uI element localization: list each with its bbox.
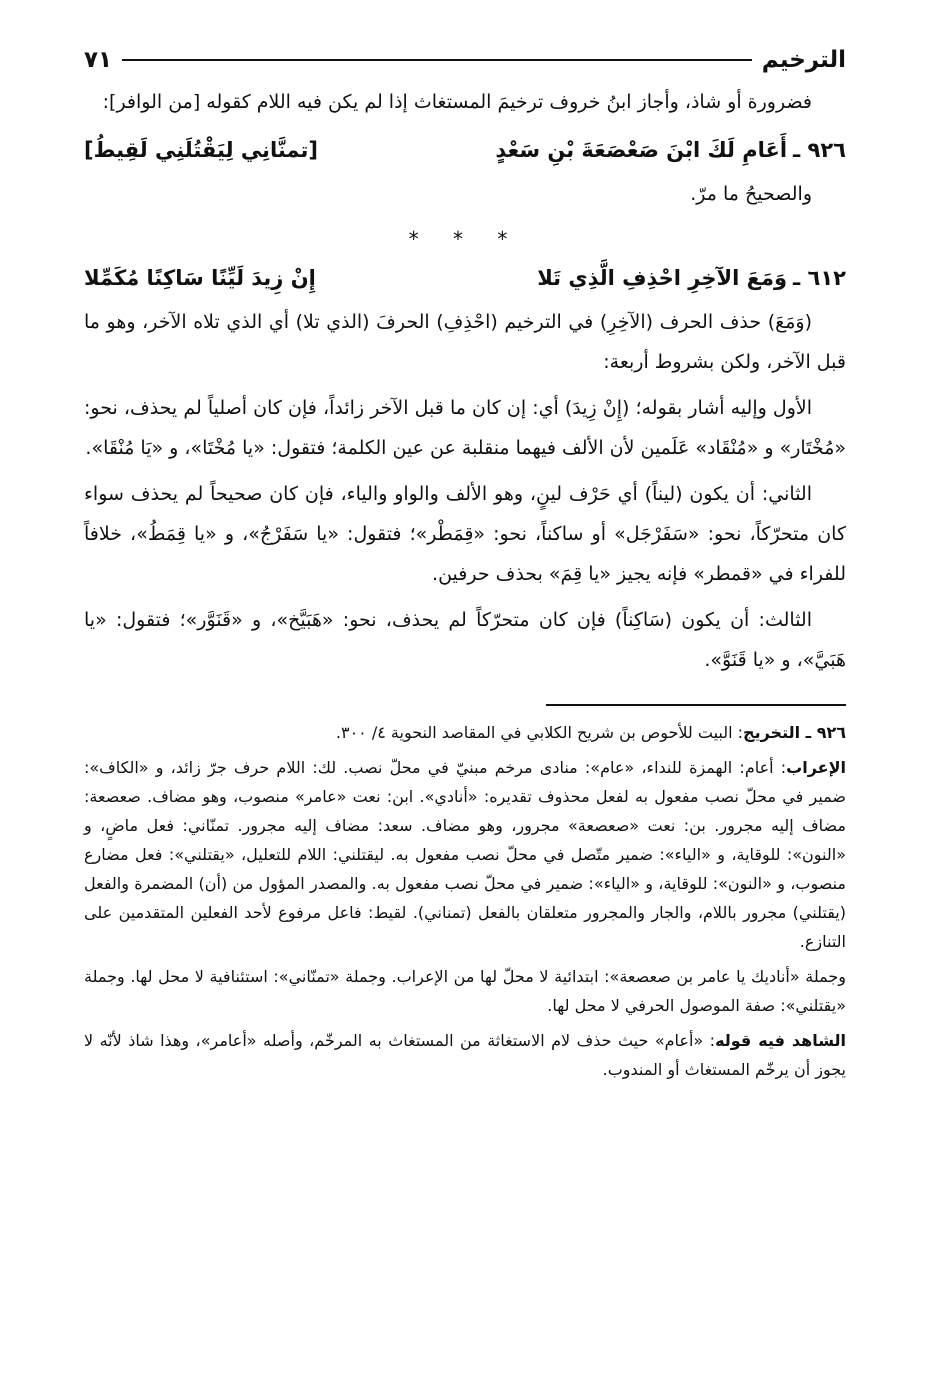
verse-612	[84, 256, 846, 300]
verse-612-first-hemistich	[537, 256, 846, 300]
footnote-separator	[546, 704, 846, 706]
page-header	[84, 38, 846, 82]
footnote-shahid-text: : «أعام» حيث حذف لام الاستغاثة من المستغاث به المرخّم، وأصله «أعامر»، وهذا شاذ لأنّه لا يجوز أن يرخّم المستغاث أو المندوب.	[84, 1031, 846, 1079]
verse-926	[84, 128, 846, 172]
footnote-takhrij-text: : البيت للأحوص بن شريح الكلابي في المقاصد النحوية ٤/ ٣٠٠.	[335, 723, 744, 742]
paragraph-6: الثالث: أن يكون (سَاكِناً) فإن كان متحرّكاً لم يحذف، نحو: «هَبَيَّخ»، و «قَنَوَّر»؛ فتقول: «يا هَبَيَّ»، و «يا قَنَوَّ».	[84, 609, 846, 671]
running-title: الترخيم	[761, 47, 846, 73]
page-number: ٧١	[84, 47, 113, 73]
verse-926-first-text: أَعَامِ لَكَ ابْنَ صَعْصَعَةَ بْنِ سَعْدٍ	[495, 138, 788, 162]
footnotes	[84, 718, 846, 1084]
footnote-shahid-label: الشاهد فيه قوله	[715, 1031, 847, 1050]
paragraph-3: (وَمَعَ) حذف الحرف (الآخِرِ) في الترخيم (احْذِفِ) الحرفَ (الذي تلا) أي الذي تلاه الآخر، وهو ما قبل الآخر، ولكن بشروط أربعة:	[84, 311, 846, 373]
verse-926-second-hemistich: [تمنَّانِي لِيَقْتُلَنِي لَقِيطُ]	[84, 138, 318, 162]
verse-612-number: ٦١٢ ـ	[793, 266, 846, 290]
footnote-shahid	[84, 1026, 846, 1084]
verse-612-first-text: وَمَعَ الآخِرِ احْذِفِ الَّذِي تَلا	[537, 266, 788, 290]
main-text	[84, 82, 846, 680]
footnote-sentences: وجملة «أناديك يا عامر بن صعصعة»: ابتدائية لا محلّ لها من الإعراب. وجملة «تمنّاني»: استئنافية لا محل لها. وجملة «يقتلني»: صفة الموصول الحرفي لا محل لها.	[84, 967, 846, 1015]
footnote-irab-label: الإعراب	[786, 758, 846, 777]
footnote-takhrij	[84, 718, 846, 747]
footnote-irab	[84, 753, 846, 956]
paragraph-1: فضرورة أو شاذ، وأجاز ابنُ خروف ترخيمَ المستغاث إذا لم يكن فيه اللام كقوله [من الوافر]:	[102, 91, 812, 113]
section-separator-stars: * * *	[408, 227, 522, 251]
footnote-irab-text: : أعام: الهمزة للنداء، «عام»: منادى مرخم مبنيّ في محلّ نصب. لك: اللام حرف جرّ زائد، و «الكاف»: ضمير في محلّ نصب مفعول به لفعل محذوف تقديره: «أنادي». ابن: نعت «عامر» منصوب، وهو مضاف. صعصعة: مضاف إليه مجرور. بن: نعت «صعصعة» مجرور، وهو مضاف. سعد: مضاف إليه مجرور. تمنّاني: فعل ماضٍ، و «النون»: للوقاية، و «الياء»: ضمير متّصل في محلّ نصب مفعول به. ليقتلني: اللام للتعليل، «يقتلني»: فعل مضارع منصوب، و «النون»: للوقاية، و «الياء»: ضمير في محلّ نصب مفعول به. والمصدر المؤول من (أن) المضمرة والفعل (يقتلني) مجرور باللام، والجار والمجرور متعلقان بالفعل (تمناني). لقيط: فاعل مرفوع لأحد الفعلين المتقدمين على التنازع.	[84, 758, 846, 951]
paragraph-2: والصحيحُ ما مرّ.	[690, 183, 812, 205]
paragraph-4: الأول وإليه أشار بقوله؛ (إِنْ زِيدَ) أي: إن كان ما قبل الآخر زائداً، فإن كان أصلياً لم يحذف، نحو: «مُخْتَار» و «مُنْقَاد» عَلَمين لأن الألف فيهما منقلبة عن عين الكلمة؛ فتقول: «يا مُخْتَا»، و «يَا مُنْقَا».	[84, 397, 846, 459]
paragraph-5: الثاني: أن يكون (ليناً) أي حَرْف لينٍ، وهو الألف والواو والياء، فإن كان صحيحاً لم يحذف سواء كان متحرّكاً، نحو: «سَفَرْجَل» أو ساكناً، نحو: «قِمَطْر»؛ فتقول: «يا سَفَرْجُ»، و «يا قِمَطُ»، خلافاً للفراء في «قمطر» فإنه يجيز «يا قِمَ» بحذف حرفين.	[84, 483, 846, 585]
verse-926-number: ٩٢٦ ـ	[793, 138, 846, 162]
footnote-takhrij-label: ٩٢٦ ـ التخريج	[743, 723, 846, 742]
header-rule	[122, 59, 752, 61]
verse-926-first-hemistich	[495, 128, 846, 172]
verse-612-second-hemistich: إِنْ زِيدَ لَيِّنًا سَاكِنًا مُكَمِّلا	[84, 266, 316, 290]
